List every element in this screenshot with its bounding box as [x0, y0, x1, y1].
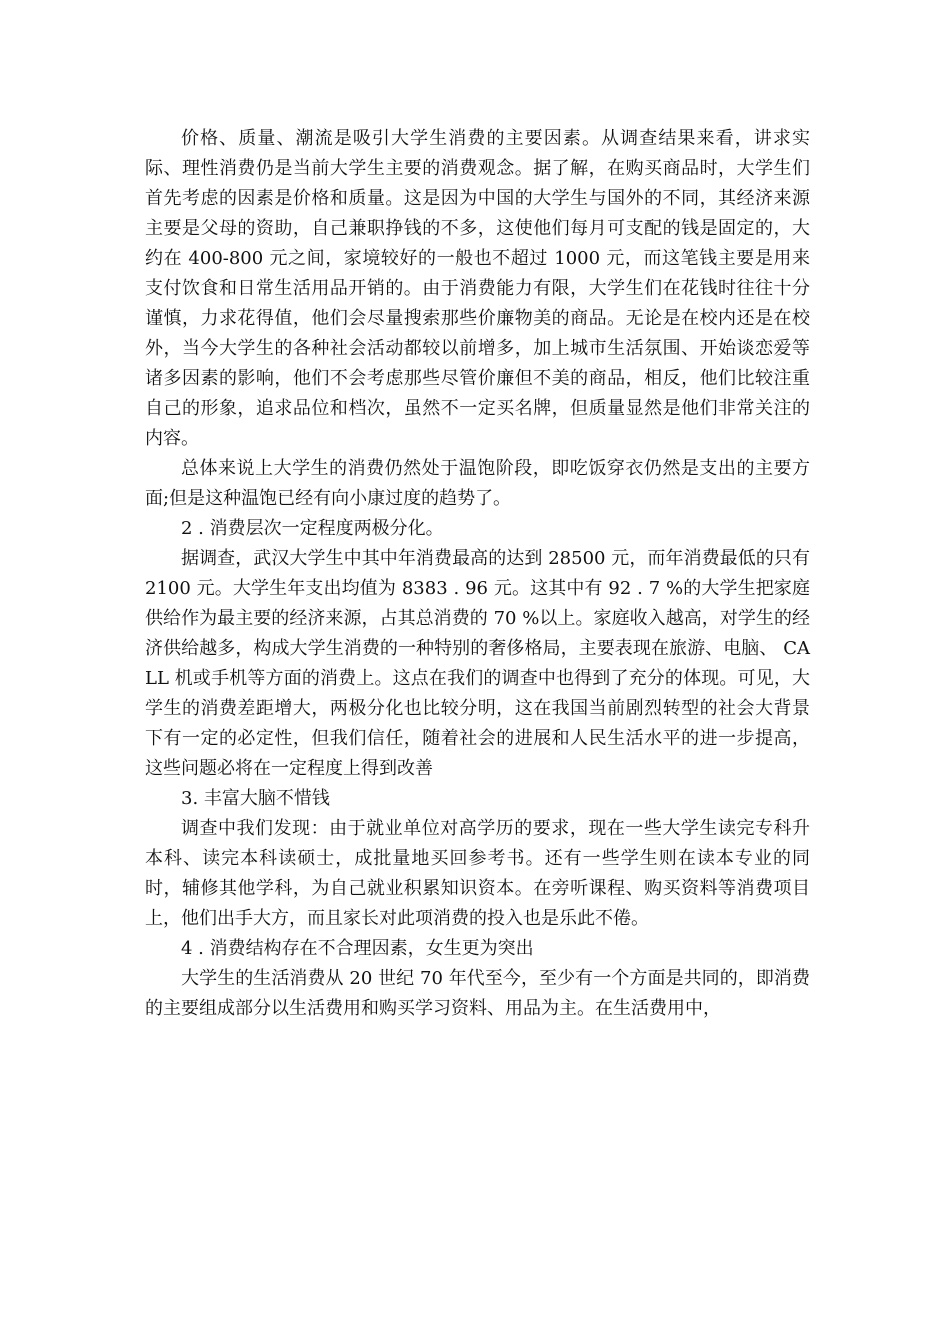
- paragraph-consumption-structure: 大学生的生活消费从 20 世纪 70 年代至今，至少有一个方面是共同的，即消费的主要组成部分以生活费用和购买学习资料、用品为主。在生活费用中，: [145, 968, 810, 1019]
- section-heading-4: 4 . 消费结构存在不合理因素，女生更为突出: [181, 938, 534, 959]
- section-heading-2: 2 . 消费层次一定程度两极分化。: [181, 518, 444, 539]
- paragraph-consumption-factors: 价格、质量、潮流是吸引大学生消费的主要因素。从调查结果来看，讲求实际、理性消费仍是当前大学生主要的消费观念。据了解，在购买商品时，大学生们首先考虑的因素是价格和质量。这是因为中国的大学生与国外的不同，其经济来源主要是父母的资助，自己兼职挣钱的不多，这使他们每月可支配的钱是固定的，大约在 400-800 元之间，家境较好的一般也不超过 1000 元，而这笔钱主要是用来支付饮食和日常生活用品开销的。由于消费能力有限，大学生们在花钱时往往十分谨慎，力求花得值，他们会尽量搜索那些价廉物美的商品。无论是在校内还是在校外，当今大学生的各种社会活动都较以前增多，加上城市生活氛围、开始谈恋爱等诸多因素的影响，他们不会考虑那些尽管价廉但不美的商品，相反，他们比较注重自己的形象，追求品位和档次，虽然不一定买名牌，但质量显然是他们非常关注的内容。: [145, 128, 810, 449]
- paragraph-polarization: 据调查，武汉大学生中其中年消费最高的达到 28500 元，而年消费最低的只有 2100 元。大学生年支出均值为 8383 . 96 元。这其中有 92 . 7 %的大学生把家庭供给作为最主要的经济来源，占其总消费的 70 %以上。家庭收入越高，对学生的经济供给越多，构成大学生消费的一种特别的奢侈格局，主要表现在旅游、电脑、 CALL 机或手机等方面的消费上。这点在我们的调查中也得到了充分的体现。可见，大学生的消费差距增大，两极分化也比较分明，这在我国当前剧烈转型的社会大背景下有一定的必定性，但我们信任，随着社会的进展和人民生活水平的进一步提高，这些问题必将在一定程度上得到改善: [145, 548, 810, 779]
- section-heading-3: 3. 丰富大脑不惜钱: [181, 788, 330, 809]
- paragraph-education-spending: 调查中我们发现：由于就业单位对高学历的要求，现在一些大学生读完专科升本科、读完本科读硕士，成批量地买回参考书。还有一些学生则在读本专业的同时，辅修其他学科，为自己就业积累知识资本。在旁听课程、购买资料等消费项目上，他们出手大方，而且家长对此项消费的投入也是乐此不倦。: [145, 818, 810, 929]
- paragraph-summary: 总体来说上大学生的消费仍然处于温饱阶段，即吃饭穿衣仍然是支出的主要方面;但是这种温饱已经有向小康过度的趋势了。: [145, 458, 810, 509]
- document-body: [145, 124, 810, 1024]
